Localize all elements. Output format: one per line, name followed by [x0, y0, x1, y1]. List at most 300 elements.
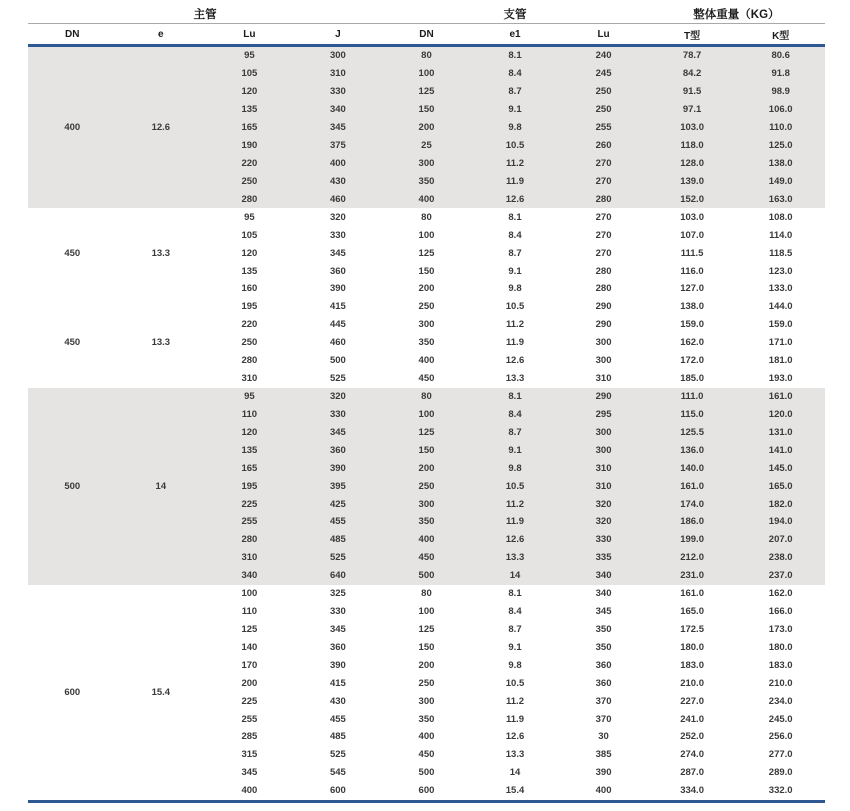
data-cell: 300 [418, 695, 435, 707]
data-cell: 80.6 [736, 46, 825, 65]
data-cell: 108.0 [768, 211, 793, 223]
data-cell: 320 [559, 513, 648, 531]
data-cell: 78.7 [648, 46, 737, 65]
data-cell: 8.1 [508, 588, 522, 600]
data-cell: 460 [294, 190, 383, 208]
data-cell: 12.6 [471, 531, 560, 549]
data-cell: 125.5 [648, 423, 737, 441]
data-cell: 290 [595, 319, 612, 331]
data-cell: 500 [329, 355, 346, 367]
group-main-dn-cell: 450 [64, 247, 81, 259]
data-cell: 11.9 [471, 513, 560, 531]
data-cell: 280 [595, 283, 612, 295]
data-cell: 165.0 [736, 477, 825, 495]
data-cell: 159.0 [680, 319, 704, 331]
data-cell: 100 [382, 65, 471, 83]
data-cell: 450 [418, 373, 435, 385]
data-cell: 125.0 [736, 137, 825, 155]
data-cell: 370 [595, 713, 612, 725]
group-main-e-cell: 13.3 [151, 247, 171, 259]
data-cell: 95 [244, 211, 255, 223]
table-row [28, 388, 825, 406]
data-cell: 390 [595, 767, 612, 779]
data-cell: 98.9 [736, 83, 825, 101]
data-cell: 181.0 [768, 355, 793, 367]
data-cell: 274.0 [680, 749, 704, 761]
data-cell: 8.7 [508, 623, 522, 635]
data-cell: 8.1 [508, 211, 522, 223]
data-cell: 250 [241, 337, 258, 349]
data-cell: 245.0 [768, 713, 793, 725]
data-cell: 159.0 [768, 319, 793, 331]
data-cell: 9.1 [508, 265, 522, 277]
data-cell: 315 [241, 749, 258, 761]
group-main-dn-cell: 450 [64, 337, 81, 349]
data-cell: 95 [205, 46, 294, 65]
data-cell: 125 [382, 83, 471, 101]
data-cell: 345 [241, 767, 258, 779]
data-cell: 231.0 [648, 567, 737, 585]
pipe-spec-table-container [28, 4, 825, 803]
data-cell: 330 [294, 83, 383, 101]
data-cell: 165 [205, 459, 294, 477]
data-cell: 114.0 [769, 229, 793, 241]
data-cell: 500 [418, 767, 435, 779]
data-cell: 11.9 [506, 337, 524, 349]
data-cell: 400 [382, 190, 471, 208]
data-cell: 255 [241, 713, 258, 725]
group-main-e-cell: 12.6 [117, 46, 206, 209]
data-cell: 8.7 [508, 247, 522, 259]
data-cell: 11.2 [471, 495, 560, 513]
data-cell: 350 [595, 641, 612, 653]
data-cell: 252.0 [680, 731, 704, 743]
data-cell: 9.8 [508, 283, 522, 295]
data-cell: 240 [559, 46, 648, 65]
data-cell: 12.6 [505, 355, 525, 367]
data-cell: 455 [329, 713, 346, 725]
data-cell: 135 [205, 441, 294, 459]
data-cell: 14 [509, 767, 521, 779]
data-cell: 330 [294, 405, 383, 423]
data-cell: 174.0 [648, 495, 737, 513]
data-cell: 166.0 [768, 606, 793, 618]
data-cell: 400 [418, 355, 435, 367]
data-cell: 8.7 [471, 83, 560, 101]
data-cell: 280 [205, 190, 294, 208]
data-cell: 330 [559, 531, 648, 549]
data-cell: 345 [329, 247, 346, 259]
data-cell: 310 [294, 65, 383, 83]
data-cell: 450 [382, 549, 471, 567]
data-cell: 200 [418, 283, 435, 295]
data-cell: 212.0 [648, 549, 737, 567]
data-cell: 125 [418, 247, 435, 259]
data-cell: 415 [329, 301, 346, 313]
data-cell: 485 [329, 731, 346, 743]
data-cell: 8.1 [471, 388, 560, 406]
data-cell: 106.0 [736, 101, 825, 119]
data-cell: 207.0 [736, 531, 825, 549]
col-header-main-j: J [294, 24, 383, 46]
data-cell: 525 [329, 373, 346, 385]
data-cell: 200 [241, 677, 258, 689]
data-cell: 350 [595, 623, 612, 635]
data-cell: 460 [329, 337, 346, 349]
data-cell: 375 [294, 137, 383, 155]
section-header-row [28, 4, 825, 24]
data-cell: 340 [294, 101, 383, 119]
data-cell: 140.0 [648, 459, 737, 477]
data-cell: 195 [205, 477, 294, 495]
data-cell: 14 [471, 567, 560, 585]
data-cell: 270 [559, 172, 648, 190]
data-cell: 13.3 [505, 373, 525, 385]
data-cell: 150 [382, 101, 471, 119]
data-cell: 255 [205, 513, 294, 531]
data-cell: 103.0 [648, 119, 737, 137]
group-main-e-cell: 14 [117, 388, 206, 585]
data-cell: 161.0 [648, 477, 737, 495]
data-cell: 8.7 [471, 423, 560, 441]
data-cell: 238.0 [736, 549, 825, 567]
data-cell: 10.5 [505, 301, 525, 313]
data-cell: 290 [559, 388, 648, 406]
data-cell: 545 [329, 767, 346, 779]
col-header-main-lu: Lu [205, 24, 294, 46]
data-cell: 194.0 [736, 513, 825, 531]
data-cell: 12.6 [505, 731, 525, 743]
data-cell: 171.0 [768, 337, 793, 349]
data-cell: 133.0 [768, 283, 793, 295]
data-cell: 250 [382, 477, 471, 495]
data-cell: 225 [205, 495, 294, 513]
data-cell: 280 [241, 355, 258, 367]
data-cell: 400 [382, 531, 471, 549]
data-cell: 340 [559, 567, 648, 585]
data-cell: 285 [241, 731, 258, 743]
data-cell: 172.5 [680, 623, 704, 635]
data-cell: 400 [294, 155, 383, 173]
data-cell: 345 [294, 423, 383, 441]
data-cell: 8.4 [508, 606, 522, 618]
data-cell: 310 [559, 459, 648, 477]
data-cell: 445 [329, 319, 346, 331]
data-cell: 150 [418, 265, 435, 277]
data-cell: 300 [382, 495, 471, 513]
data-cell: 330 [329, 606, 346, 618]
data-cell: 415 [329, 677, 346, 689]
data-cell: 210.0 [680, 677, 704, 689]
data-cell: 277.0 [768, 749, 793, 761]
data-cell: 330 [329, 229, 346, 241]
data-cell: 173.0 [768, 623, 793, 635]
section-header-total-weight: 整体重量（KG） [648, 4, 825, 24]
data-cell: 115.0 [648, 405, 737, 423]
data-cell: 105 [205, 65, 294, 83]
data-cell: 193.0 [768, 373, 793, 385]
data-cell: 400 [241, 785, 258, 797]
data-cell: 80 [421, 588, 432, 600]
data-cell: 170 [241, 659, 258, 671]
data-cell: 270 [595, 247, 612, 259]
data-cell: 150 [382, 441, 471, 459]
data-cell: 425 [294, 495, 383, 513]
data-cell: 91.8 [736, 65, 825, 83]
data-cell: 118.5 [769, 247, 793, 259]
data-cell: 107.0 [680, 229, 704, 241]
pipe-spec-table [28, 4, 825, 803]
table-header [28, 4, 825, 46]
data-cell: 350 [382, 513, 471, 531]
data-cell: 8.4 [471, 405, 560, 423]
group-main-e-cell: 13.3 [151, 337, 171, 349]
data-cell: 8.1 [471, 46, 560, 65]
data-cell: 144.0 [768, 301, 793, 313]
data-cell: 185.0 [680, 373, 704, 385]
data-cell: 127.0 [680, 283, 704, 295]
data-cell: 370 [595, 695, 612, 707]
data-cell: 138.0 [736, 155, 825, 173]
data-cell: 300 [418, 319, 435, 331]
data-cell: 220 [241, 319, 258, 331]
data-cell: 162.0 [768, 588, 793, 600]
data-cell: 300 [595, 337, 612, 349]
data-cell: 260 [559, 137, 648, 155]
data-cell: 139.0 [648, 172, 737, 190]
col-header-branch-lu: Lu [559, 24, 648, 46]
data-cell: 141.0 [736, 441, 825, 459]
data-cell: 270 [559, 155, 648, 173]
data-cell: 123.0 [768, 265, 793, 277]
data-cell: 118.0 [648, 137, 737, 155]
data-cell: 270 [595, 229, 612, 241]
data-cell: 250 [418, 677, 435, 689]
data-cell: 345 [294, 119, 383, 137]
data-cell: 120.0 [736, 405, 825, 423]
data-cell: 165 [205, 119, 294, 137]
data-cell: 9.1 [471, 101, 560, 119]
data-cell: 455 [294, 513, 383, 531]
table-row [28, 208, 825, 226]
data-cell: 360 [595, 659, 612, 671]
col-header-main-e: e [117, 24, 206, 46]
group-main-e-cell: 15.4 [151, 686, 171, 698]
data-cell: 225 [241, 695, 258, 707]
data-cell: 162.0 [680, 337, 704, 349]
data-cell: 237.0 [736, 567, 825, 585]
data-cell: 300 [559, 423, 648, 441]
data-cell: 10.5 [471, 137, 560, 155]
data-cell: 100 [382, 405, 471, 423]
table-row [28, 298, 825, 316]
data-cell: 400 [418, 731, 435, 743]
data-cell: 500 [382, 567, 471, 585]
data-cell: 11.9 [506, 713, 524, 725]
data-cell: 350 [418, 713, 435, 725]
data-cell: 300 [559, 441, 648, 459]
data-cell: 100 [418, 606, 435, 618]
data-cell: 335 [559, 549, 648, 567]
data-cell: 100 [418, 229, 435, 241]
table-row [28, 46, 825, 65]
data-cell: 116.0 [680, 265, 704, 277]
data-cell: 180.0 [680, 641, 704, 653]
data-cell: 15.4 [505, 785, 525, 797]
data-cell: 161.0 [736, 388, 825, 406]
data-cell: 340 [205, 567, 294, 585]
data-cell: 125 [418, 623, 435, 635]
data-cell: 13.3 [471, 549, 560, 567]
data-cell: 345 [329, 623, 346, 635]
data-cell: 400 [595, 785, 612, 797]
data-cell: 9.8 [471, 119, 560, 137]
data-cell: 135 [205, 101, 294, 119]
data-cell: 140 [241, 641, 258, 653]
data-cell: 485 [294, 531, 383, 549]
data-cell: 390 [329, 283, 346, 295]
data-cell: 183.0 [680, 659, 704, 671]
data-cell: 135 [241, 265, 258, 277]
data-cell: 95 [205, 388, 294, 406]
data-cell: 250 [418, 301, 435, 313]
data-cell: 600 [418, 785, 435, 797]
data-cell: 150 [418, 641, 435, 653]
data-cell: 120 [205, 83, 294, 101]
data-cell: 25 [382, 137, 471, 155]
data-cell: 120 [205, 423, 294, 441]
data-cell: 360 [329, 641, 346, 653]
data-cell: 289.0 [768, 767, 793, 779]
data-cell: 111.0 [648, 388, 737, 406]
data-cell: 640 [294, 567, 383, 585]
col-header-main-dn: DN [28, 24, 117, 46]
data-cell: 340 [595, 588, 612, 600]
data-cell: 350 [418, 337, 435, 349]
section-header-main-pipe: 主管 [28, 4, 382, 24]
data-cell: 300 [595, 355, 612, 367]
data-cell: 11.2 [471, 155, 560, 173]
data-cell: 332.0 [768, 785, 793, 797]
col-header-k-type: K型 [736, 24, 825, 46]
data-cell: 310 [241, 373, 258, 385]
column-header-row [28, 24, 825, 46]
data-cell: 160 [241, 283, 258, 295]
data-cell: 12.6 [471, 190, 560, 208]
data-cell: 10.5 [471, 477, 560, 495]
data-cell: 390 [329, 659, 346, 671]
data-cell: 9.8 [471, 459, 560, 477]
data-cell: 210.0 [768, 677, 793, 689]
data-cell: 390 [294, 459, 383, 477]
data-cell: 360 [294, 441, 383, 459]
data-cell: 320 [294, 388, 383, 406]
group-main-dn-cell: 400 [28, 46, 117, 209]
data-cell: 103.0 [680, 211, 704, 223]
data-cell: 200 [382, 459, 471, 477]
group-main-dn-cell: 600 [64, 686, 81, 698]
data-cell: 145.0 [736, 459, 825, 477]
data-cell: 310 [595, 373, 612, 385]
table-body [28, 46, 825, 802]
data-cell: 200 [382, 119, 471, 137]
data-cell: 120 [241, 247, 258, 259]
data-cell: 9.8 [508, 659, 522, 671]
data-cell: 182.0 [736, 495, 825, 513]
data-cell: 227.0 [680, 695, 704, 707]
data-cell: 385 [595, 749, 612, 761]
data-cell: 200 [418, 659, 435, 671]
table-row [28, 585, 825, 603]
data-cell: 220 [205, 155, 294, 173]
data-cell: 172.0 [680, 355, 704, 367]
data-cell: 8.4 [471, 65, 560, 83]
data-cell: 97.1 [648, 101, 737, 119]
data-cell: 8.4 [508, 229, 522, 241]
data-cell: 600 [329, 785, 346, 797]
data-cell: 360 [595, 677, 612, 689]
data-cell: 334.0 [680, 785, 704, 797]
data-cell: 320 [559, 495, 648, 513]
data-cell: 310 [205, 549, 294, 567]
col-header-branch-dn: DN [382, 24, 471, 46]
data-cell: 186.0 [648, 513, 737, 531]
data-cell: 149.0 [736, 172, 825, 190]
data-cell: 360 [329, 265, 346, 277]
data-cell: 9.1 [508, 641, 522, 653]
data-cell: 111.5 [680, 247, 704, 259]
data-cell: 165.0 [680, 606, 704, 618]
data-cell: 245 [559, 65, 648, 83]
data-cell: 161.0 [680, 588, 704, 600]
col-header-branch-e1: e1 [471, 24, 560, 46]
data-cell: 152.0 [648, 190, 737, 208]
data-cell: 234.0 [768, 695, 793, 707]
data-cell: 241.0 [680, 713, 704, 725]
section-header-branch-pipe: 支管 [382, 4, 648, 24]
data-cell: 80 [421, 211, 432, 223]
data-cell: 11.2 [506, 695, 524, 707]
data-cell: 300 [382, 155, 471, 173]
data-cell: 250 [205, 172, 294, 190]
data-cell: 320 [329, 211, 346, 223]
data-cell: 163.0 [736, 190, 825, 208]
data-cell: 11.2 [506, 319, 524, 331]
data-cell: 280 [559, 190, 648, 208]
data-cell: 525 [329, 749, 346, 761]
data-cell: 350 [382, 172, 471, 190]
data-cell: 9.1 [471, 441, 560, 459]
data-cell: 295 [559, 405, 648, 423]
data-cell: 110 [241, 606, 258, 618]
data-cell: 136.0 [648, 441, 737, 459]
data-cell: 183.0 [768, 659, 793, 671]
data-cell: 131.0 [736, 423, 825, 441]
data-cell: 250 [559, 83, 648, 101]
data-cell: 345 [595, 606, 612, 618]
data-cell: 525 [294, 549, 383, 567]
data-cell: 80 [382, 388, 471, 406]
data-cell: 310 [559, 477, 648, 495]
data-cell: 128.0 [648, 155, 737, 173]
data-cell: 195 [241, 301, 258, 313]
data-cell: 430 [294, 172, 383, 190]
data-cell: 300 [294, 46, 383, 65]
data-cell: 430 [329, 695, 346, 707]
data-cell: 395 [294, 477, 383, 495]
data-cell: 190 [205, 137, 294, 155]
data-cell: 100 [241, 588, 258, 600]
